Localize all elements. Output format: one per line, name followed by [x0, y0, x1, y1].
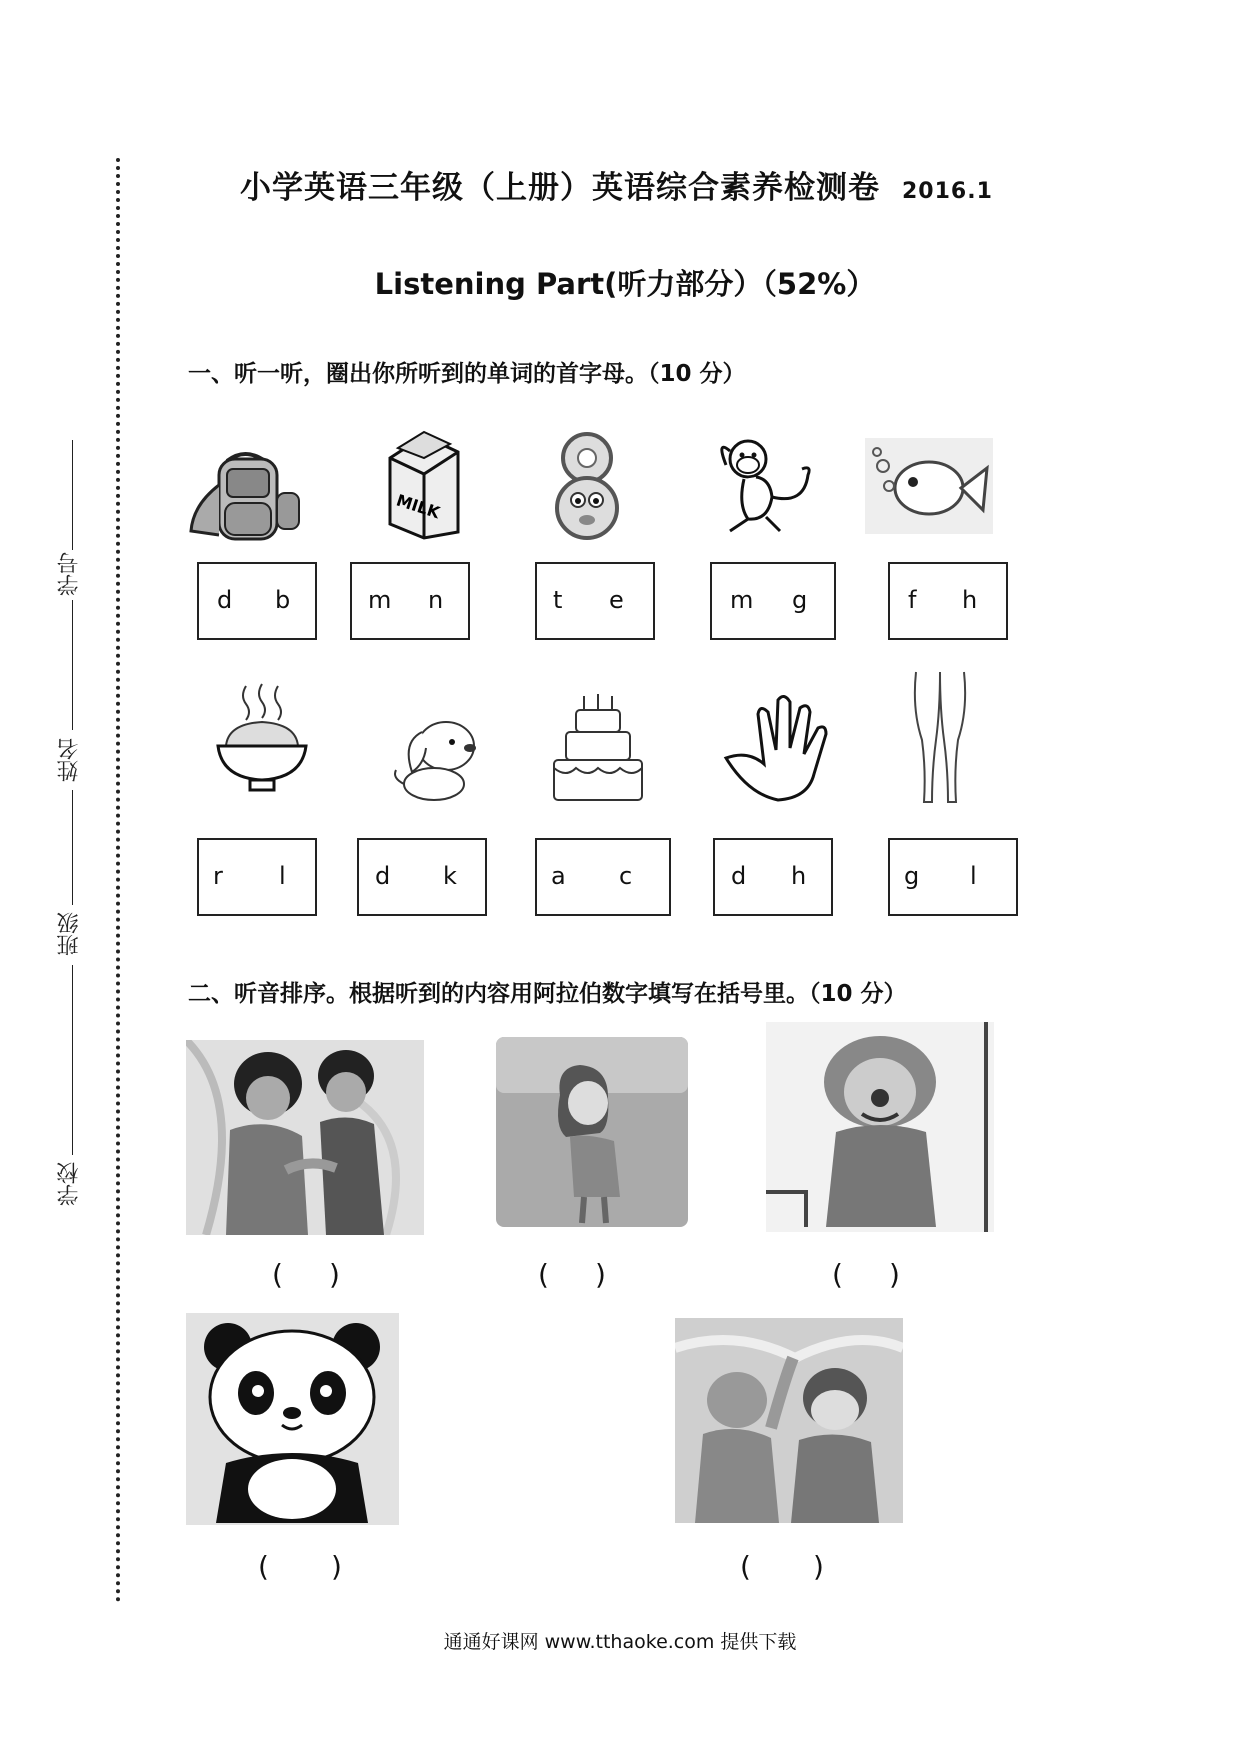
- letter-option[interactable]: a: [551, 862, 566, 890]
- letter-box: [713, 838, 833, 916]
- answer-paren[interactable]: ( ): [538, 1258, 606, 1291]
- cake-picture: [550, 690, 646, 808]
- letter-option[interactable]: d: [375, 862, 391, 890]
- banji-label: 班级: [57, 912, 82, 956]
- answer-paren[interactable]: ( ): [258, 1550, 342, 1583]
- letter-option[interactable]: t: [553, 586, 563, 614]
- boys-waving-picture: [675, 1318, 903, 1523]
- letter-option[interactable]: k: [443, 862, 457, 890]
- letter-option[interactable]: h: [791, 862, 807, 890]
- letter-box: [710, 562, 836, 640]
- letter-box: [350, 562, 470, 640]
- letter-option[interactable]: g: [904, 862, 920, 890]
- letter-option[interactable]: l: [279, 862, 286, 890]
- clown-picture: [766, 1022, 994, 1232]
- binding-dotted-line: [116, 158, 120, 1603]
- letter-box: [357, 838, 487, 916]
- legs-picture: [910, 670, 970, 810]
- letter-option[interactable]: n: [428, 586, 444, 614]
- letter-option[interactable]: g: [792, 586, 808, 614]
- answer-paren[interactable]: ( ): [272, 1258, 340, 1291]
- xuexiao-label: 学校: [57, 1162, 82, 1206]
- page-subtitle: Listening Part(听力部分）（52%）: [374, 267, 876, 301]
- letter-option[interactable]: f: [908, 586, 917, 614]
- section1-heading: 一、听一听，圈出你所听到的单词的首字母。（10 分）: [188, 361, 746, 387]
- page-footer: 通通好课网 www.tthaoke.com 提供下载: [443, 1631, 797, 1653]
- letter-option[interactable]: e: [609, 586, 624, 614]
- letter-option[interactable]: d: [731, 862, 747, 890]
- xuehao-blank: [72, 440, 73, 550]
- banji-blank: [72, 965, 73, 1155]
- xingming-blank-2: [72, 790, 73, 905]
- letter-option[interactable]: d: [217, 586, 233, 614]
- title-date: 2016.1: [902, 179, 993, 204]
- backpack-picture: [185, 445, 305, 545]
- rice-bowl-picture: [212, 680, 312, 800]
- milk-carton-picture: [380, 428, 468, 540]
- answer-paren[interactable]: ( ): [832, 1258, 900, 1291]
- section2-heading: 二、听音排序。根据听到的内容用阿拉伯数字填写在括号里。（10 分）: [188, 981, 907, 1007]
- letter-box: [197, 562, 317, 640]
- number-eight-picture: [550, 428, 624, 546]
- letter-option[interactable]: m: [730, 586, 754, 614]
- dog-picture: [382, 712, 486, 808]
- fish-picture: [865, 438, 993, 534]
- letter-option[interactable]: h: [962, 586, 978, 614]
- svg-text:MILK: MILK: [394, 490, 443, 523]
- letter-option[interactable]: b: [275, 586, 291, 614]
- xingming-blank-1: [72, 600, 73, 730]
- answer-paren[interactable]: ( ): [740, 1550, 824, 1583]
- panda-picture: [186, 1313, 399, 1525]
- letter-box: [535, 838, 671, 916]
- letter-box: [197, 838, 317, 916]
- xingming-label: 姓名: [57, 738, 82, 782]
- page-title: [240, 162, 993, 207]
- letter-box: [535, 562, 655, 640]
- letter-option[interactable]: m: [368, 586, 392, 614]
- hand-picture: [718, 690, 836, 804]
- girl-dancing-picture: [496, 1037, 688, 1227]
- letter-option[interactable]: r: [213, 862, 223, 890]
- letter-option[interactable]: c: [619, 862, 633, 890]
- letter-option[interactable]: l: [970, 862, 977, 890]
- xuehao-label: 学号: [57, 552, 82, 596]
- handshake-picture: [186, 1040, 424, 1235]
- title-text: 小学英语三年级（上册）英语综合素养检测卷: [240, 170, 880, 206]
- letter-box: [888, 562, 1008, 640]
- letter-box: [888, 838, 1018, 916]
- monkey-picture: [708, 435, 820, 537]
